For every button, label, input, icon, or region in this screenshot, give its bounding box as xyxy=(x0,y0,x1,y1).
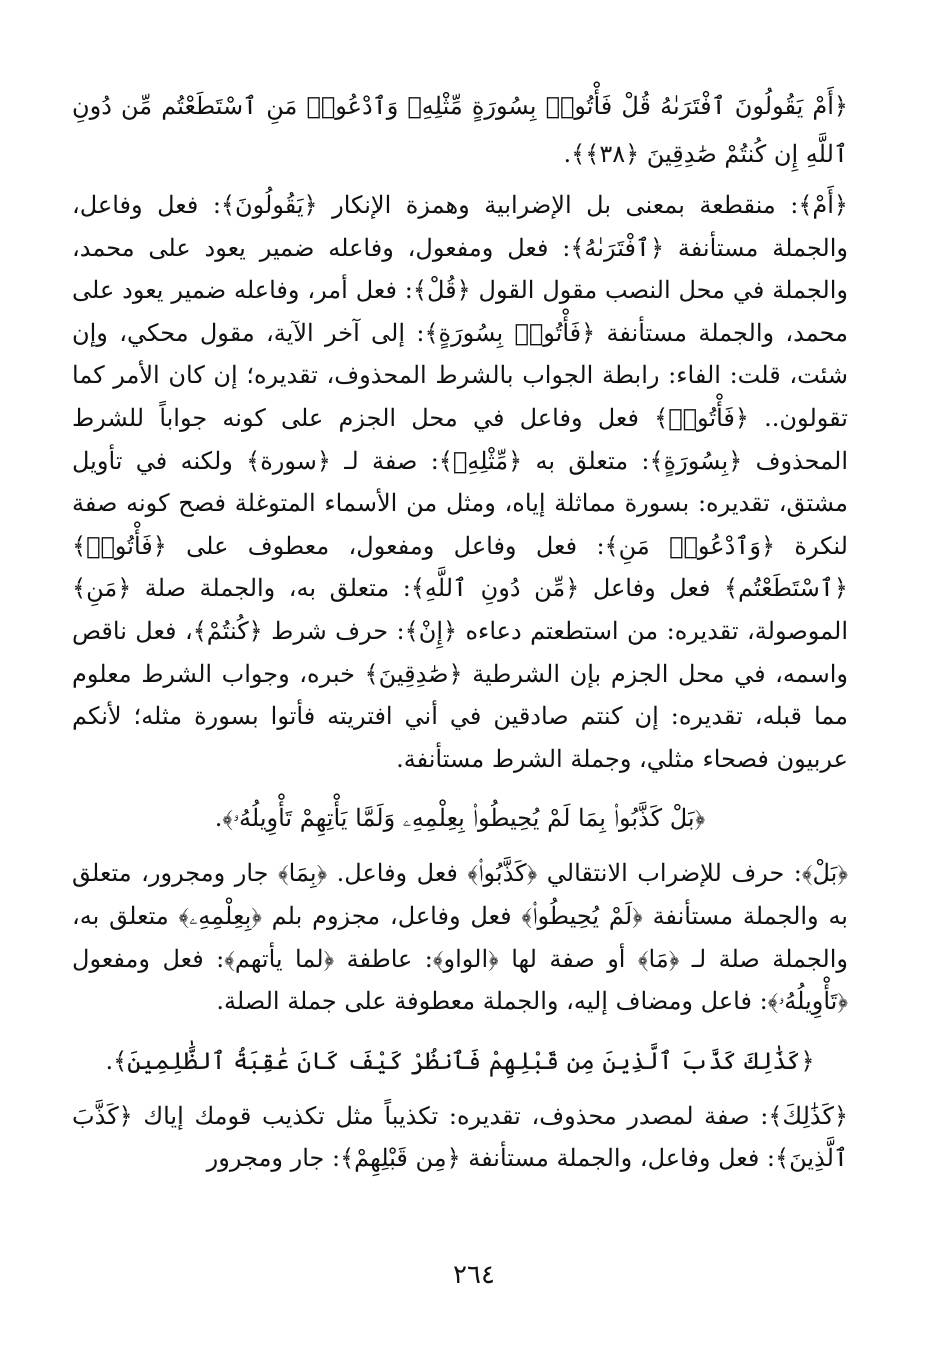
grammar-analysis-verse-39-cont: ﴿كَذَٰلِكَ﴾: صفة لمصدر محذوف، تقديره: تكذيباً مثل تكذيب قومك إياك ﴿كَذَّبَ ٱلَّذِينَ﴾: فعل وفاعل، والجملة مستأنفة ﴿مِن قَبْلِهِمْ﴾: جار ومجرور xyxy=(72,1101,848,1173)
page-number: ٢٦٤ xyxy=(453,1260,495,1290)
quran-verse-39: ﴿بَلْ كَذَّبُوا۟ بِمَا لَمْ يُحِيطُوا۟ بِعِلْمِهِۦ وَلَمَّا يَأْتِهِمْ تَأْوِيلُهُۥ﴾. xyxy=(214,804,706,833)
quran-verse-38: ﴿أَمْ يَقُولُونَ ٱفْتَرَىٰهُ قُلْ فَأْتُوا۟ بِسُورَةٍ مِّثْلِهِۦ وَٱدْعُوا۟ مَنِ ٱسْتَطَعْتُم مِّن دُونِ ٱللَّهِ إِن كُنتُمْ صَٰدِقِينَ ﴿٣٨﴾﴾. xyxy=(72,92,848,168)
quran-verse-39-cont: ﴿كَذَٰلِكَ كَذَّبَ ٱلَّذِينَ مِن قَبْلِهِمْ فَٱنظُرْ كَيْفَ كَانَ عَٰقِبَةُ ٱلظَّٰلِمِينَ﴾. xyxy=(105,1046,815,1075)
grammar-analysis-verse-38: ﴿أَمْ﴾: منقطعة بمعنى بل الإضرابية وهمزة الإنكار ﴿يَقُولُونَ﴾: فعل وفاعل، والجملة مستأنفة ﴿ٱفْتَرَىٰهُ﴾: فعل ومفعول، وفاعله ضمير يعود على محمد، والجملة في محل النصب مقول القول ﴿قُلْ﴾: فعل أمر، وفاعله ضمير يعود على محمد، والجملة مستأنفة ﴿فَأْتُوا۟ بِسُورَةٍ﴾: إلى آخر الآية، مقول محكي، وإن شئت، قلت: الفاء: رابطة الجواب بالشرط المحذوف، تقديره؛ إن كان الأمر كما تقولون.. ﴿فَأْتُوا۟﴾ فعل وفاعل في محل الجزم على كونه جواباً للشرط المحذوف ﴿بِسُورَةٍ﴾: متعلق به ﴿مِّثْلِهِۦ﴾: صفة لـ ﴿سورة﴾ ولكنه في تأويل مشتق، تقديره: بسورة مماثلة إياه، ومثل من الأسماء المتوغلة فصح كونه صفة لنكرة ﴿وَٱدْعُوا۟ مَنِ﴾: فعل وفاعل ومفعول، معطوف على ﴿فَأْتُوا۟﴾ ﴿ٱسْتَطَعْتُم﴾ فعل وفاعل ﴿مِّن دُونِ ٱللَّهِ﴾: متعلق به، والجملة صلة ﴿مَنِ﴾ الموصولة، تقديره: من استطعتم دعاءه ﴿إِنْ﴾: حرف شرط ﴿كُنتُمْ﴾، فعل ناقص واسمه، في محل الجزم بإن الشرطية ﴿صَٰدِقِينَ﴾ خبره، وجواب الشرط معلوم مما قبله، تقديره: إن كنتم صادقين في أني افتريته فأتوا بسورة مثله؛ لأنكم عربيون فصحاء مثلي، وجملة الشرط مستأنفة. xyxy=(72,191,849,773)
grammar-analysis-verse-39: ﴿بَلْ﴾: حرف للإضراب الانتقالي ﴿كَذَّبُوا۟﴾ فعل وفاعل. ﴿بِمَا﴾ جار ومجرور، متعلق به والجملة مستأنفة ﴿لَمْ يُحِيطُوا۟﴾ فعل وفاعل، مجزوم بلم ﴿بِعِلْمِهِۦ﴾ متعلق به، والجملة صلة لـ ﴿مَا﴾ أو صفة لها ﴿الواو﴾: عاطفة ﴿لما يأتهم﴾: فعل ومفعول ﴿تَأْوِيلُهُۥ﴾: فاعل ومضاف إليه، والجملة معطوفة على جملة الصلة. xyxy=(72,859,848,1016)
